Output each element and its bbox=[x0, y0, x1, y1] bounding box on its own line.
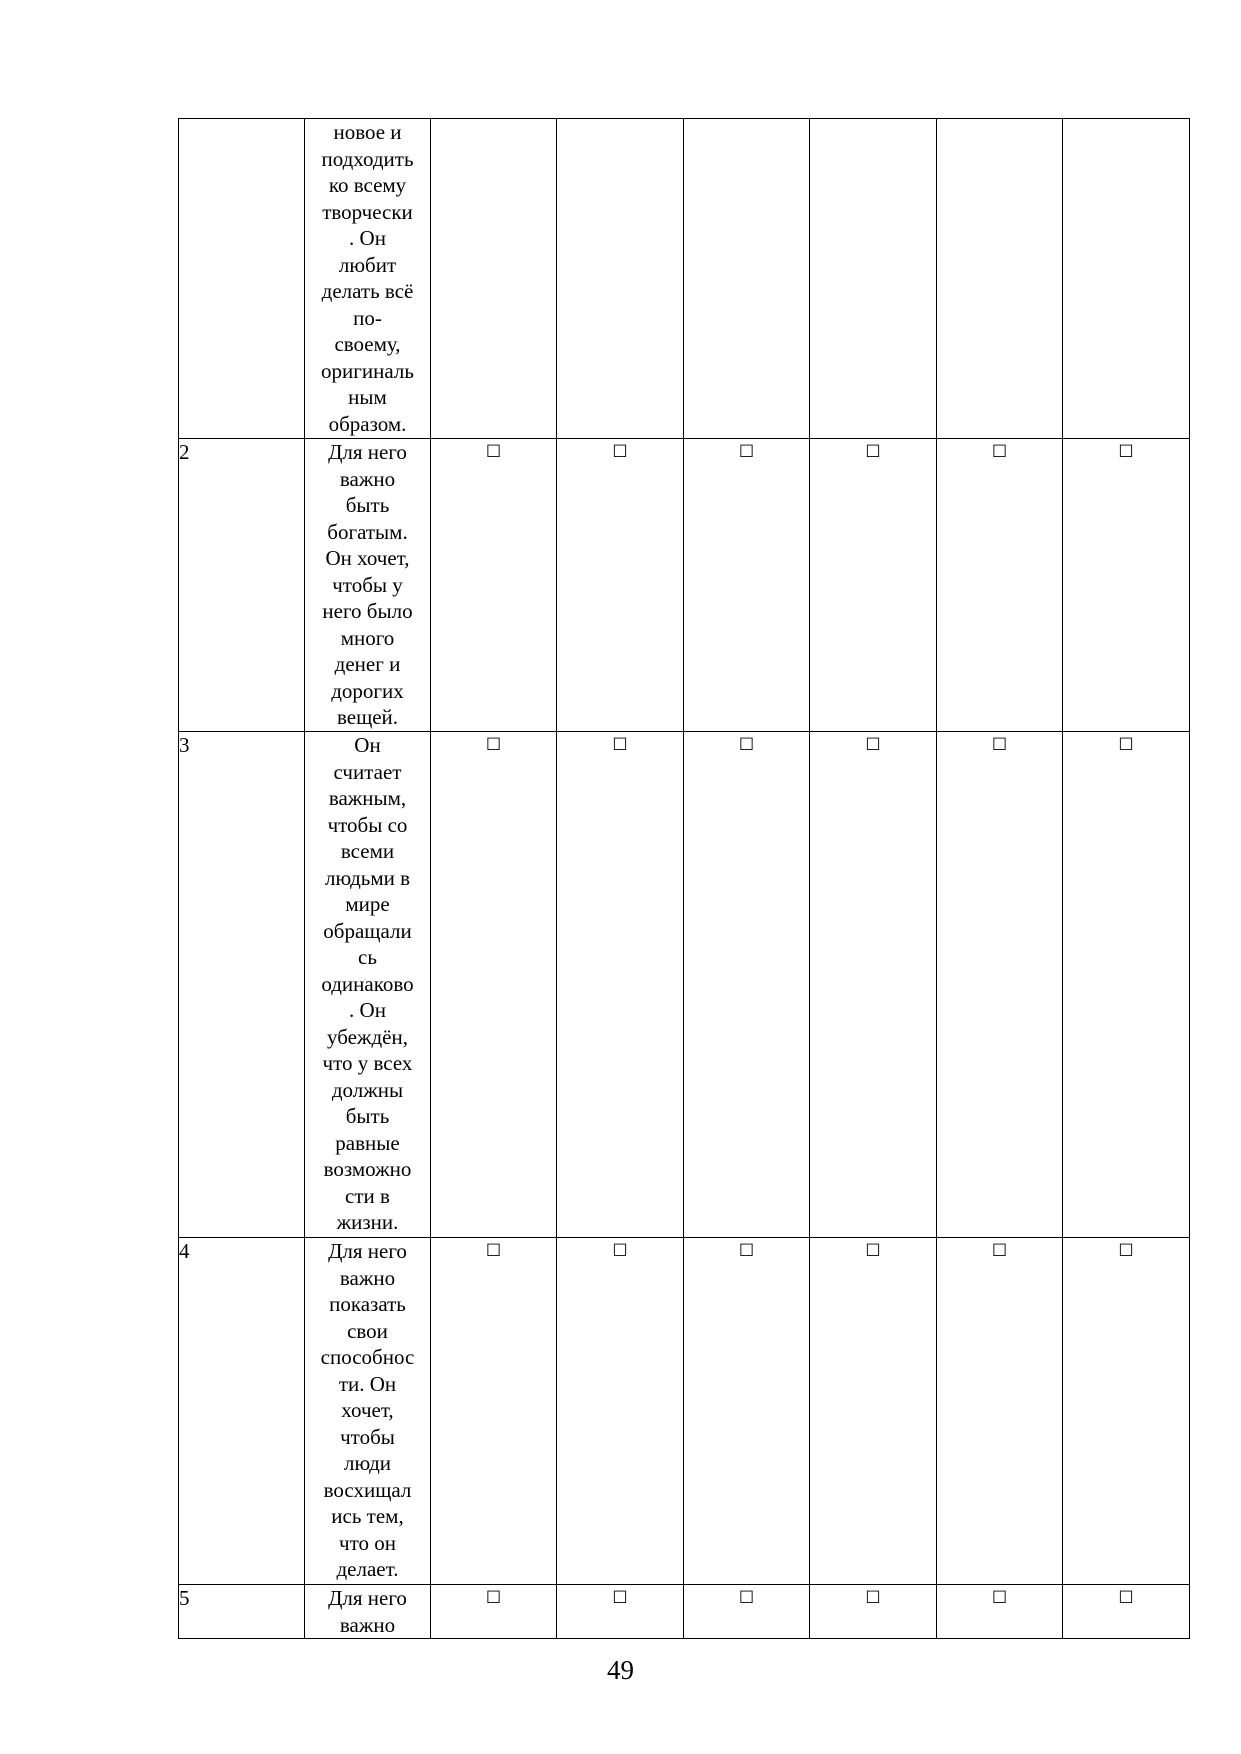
statement-line: равные bbox=[335, 1130, 400, 1155]
statement-line: новое и bbox=[333, 120, 402, 144]
answer-checkbox[interactable]: ☐ bbox=[431, 1585, 557, 1639]
statement-line: Для него bbox=[328, 1239, 407, 1263]
answer-checkbox[interactable]: ☐ bbox=[1063, 1238, 1190, 1585]
statement-line: убеждён, bbox=[327, 1024, 408, 1049]
statement-line: сти в bbox=[345, 1183, 390, 1208]
answer-checkbox[interactable]: ☐ bbox=[557, 1238, 684, 1585]
answer-checkbox[interactable]: ☐ bbox=[937, 1238, 1063, 1585]
answer-checkbox[interactable]: ☐ bbox=[937, 1585, 1063, 1639]
statement-line: хочет, bbox=[341, 1398, 394, 1422]
table-row bbox=[179, 732, 1190, 1238]
statement-line: важным, bbox=[328, 786, 407, 810]
item-statement bbox=[305, 439, 431, 732]
answer-checkbox[interactable]: ☐ bbox=[684, 1238, 810, 1585]
statement-line: денег и bbox=[334, 652, 401, 676]
statement-line: делает. bbox=[336, 1557, 399, 1581]
statement-line: Он bbox=[354, 733, 381, 757]
answer-checkbox[interactable]: ☐ bbox=[684, 439, 810, 732]
statement-line: важно bbox=[339, 1612, 396, 1637]
statement-line: оригиналь bbox=[321, 358, 414, 383]
answer-checkbox[interactable]: ☐ bbox=[1063, 439, 1190, 732]
statement-line: считает bbox=[333, 759, 402, 784]
statement-line: сь bbox=[358, 945, 377, 969]
statement-line: чтобы со bbox=[327, 812, 408, 837]
statement-line: делать всё bbox=[321, 279, 414, 303]
answer-checkbox[interactable]: ☐ bbox=[1063, 1585, 1190, 1639]
statement-line: быть bbox=[345, 493, 390, 517]
statement-line: должны bbox=[331, 1077, 404, 1102]
item-statement bbox=[305, 732, 431, 1238]
statement-line: богатым. bbox=[327, 519, 408, 544]
statement-line: своему, bbox=[334, 332, 401, 356]
statement-line: что он bbox=[339, 1530, 396, 1555]
statement-line: чтобы bbox=[340, 1424, 395, 1449]
statement-line: ным bbox=[348, 385, 387, 409]
answer-checkbox[interactable]: ☐ bbox=[937, 439, 1063, 732]
statement-line: подходить bbox=[321, 146, 414, 171]
answer-cell bbox=[810, 119, 937, 439]
statement-line: ти. Он bbox=[338, 1371, 397, 1396]
item-number: 5 bbox=[179, 1585, 305, 1639]
answer-checkbox[interactable]: ☐ bbox=[937, 732, 1063, 1238]
table-row bbox=[179, 1238, 1190, 1585]
item-statement bbox=[305, 1585, 431, 1639]
page-number: 49 bbox=[607, 1655, 634, 1685]
table-row bbox=[179, 1585, 1190, 1639]
item-number bbox=[179, 119, 305, 439]
statement-line: Он хочет, bbox=[325, 546, 410, 570]
statement-line: ко всему bbox=[328, 173, 407, 197]
item-statement bbox=[305, 1238, 431, 1585]
statement-line: важно bbox=[339, 1265, 396, 1290]
statement-line: много bbox=[340, 625, 395, 650]
item-statement bbox=[305, 119, 431, 439]
answer-checkbox[interactable]: ☐ bbox=[1063, 732, 1190, 1238]
item-number: 4 bbox=[179, 1238, 305, 1585]
statement-line: мире bbox=[345, 892, 390, 916]
answer-cell bbox=[431, 119, 557, 439]
statement-line: свои bbox=[347, 1318, 388, 1343]
answer-checkbox[interactable]: ☐ bbox=[431, 732, 557, 1238]
statement-line: восхищал bbox=[323, 1477, 412, 1502]
answer-cell bbox=[684, 119, 810, 439]
statement-line: Для него bbox=[328, 440, 407, 464]
answer-checkbox[interactable]: ☐ bbox=[557, 732, 684, 1238]
answer-checkbox[interactable]: ☐ bbox=[684, 1585, 810, 1639]
answer-checkbox[interactable]: ☐ bbox=[431, 439, 557, 732]
statement-line: . Он bbox=[349, 226, 386, 250]
statement-line: творчески bbox=[322, 199, 413, 224]
statement-line: обращали bbox=[323, 918, 412, 943]
statement-line: . Он bbox=[349, 998, 386, 1022]
table-row bbox=[179, 119, 1190, 439]
statement-line: что у всех bbox=[322, 1051, 413, 1075]
answer-cell bbox=[557, 119, 684, 439]
statement-line: люди bbox=[343, 1451, 392, 1475]
statement-line: одинаково bbox=[321, 971, 414, 996]
statement-line: Для него bbox=[328, 1586, 407, 1610]
statement-line: дорогих bbox=[331, 678, 404, 703]
table-body bbox=[179, 119, 1190, 1639]
statement-line: ись тем, bbox=[331, 1504, 404, 1528]
statement-line: образом. bbox=[328, 411, 407, 436]
answer-cell bbox=[1063, 119, 1190, 439]
statement-line: показать bbox=[329, 1292, 406, 1316]
answer-checkbox[interactable]: ☐ bbox=[810, 1238, 937, 1585]
answer-checkbox[interactable]: ☐ bbox=[684, 732, 810, 1238]
answer-checkbox[interactable]: ☐ bbox=[431, 1238, 557, 1585]
statement-line: по- bbox=[353, 305, 382, 330]
answer-checkbox[interactable]: ☐ bbox=[810, 1585, 937, 1639]
answer-cell bbox=[937, 119, 1063, 439]
statement-line: быть bbox=[345, 1104, 390, 1128]
survey-table bbox=[178, 118, 1190, 1639]
statement-line: него было bbox=[322, 599, 413, 623]
statement-line: всеми bbox=[340, 839, 395, 863]
statement-line: вещей. bbox=[336, 705, 399, 729]
answer-checkbox[interactable]: ☐ bbox=[557, 439, 684, 732]
table-row bbox=[179, 439, 1190, 732]
answer-checkbox[interactable]: ☐ bbox=[810, 439, 937, 732]
statement-line: возможно bbox=[323, 1157, 412, 1181]
statement-line: способнос bbox=[320, 1345, 415, 1369]
statement-line: чтобы у bbox=[332, 572, 403, 597]
statement-line: жизни. bbox=[336, 1210, 399, 1234]
statement-line: любит bbox=[338, 252, 397, 277]
statement-line: важно bbox=[339, 466, 396, 491]
answer-checkbox[interactable]: ☐ bbox=[810, 732, 937, 1238]
item-number: 2 bbox=[179, 439, 305, 732]
answer-checkbox[interactable]: ☐ bbox=[557, 1585, 684, 1639]
item-number: 3 bbox=[179, 732, 305, 1238]
statement-line: людьми в bbox=[324, 865, 411, 890]
